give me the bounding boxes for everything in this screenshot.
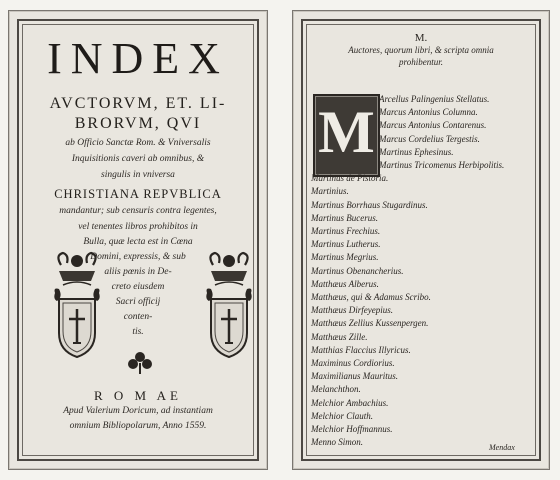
title-text-line: Sacri officij <box>115 297 161 307</box>
author-entry: Matthæus Dirfeyepius. <box>311 305 393 316</box>
author-entry: Maximilianus Mauritus. <box>311 371 398 382</box>
fleuron-icon <box>127 351 153 375</box>
section-heading-line-1: Auctores, quorum libri, & scripta omnia <box>348 45 494 55</box>
title-text-line: aliis pœnis in De- <box>104 267 172 277</box>
title-text-inquisitionis: Inquisitionis caveri ab omnibus, & <box>71 154 205 164</box>
section-heading-line-2: prohibentur. <box>399 57 443 67</box>
title-line-brorum: BRORVM, QVI <box>74 115 202 132</box>
author-entry: Martinus Megrius. <box>311 252 379 263</box>
author-entry: Martinius. <box>311 186 349 197</box>
author-entry: Martinus de Pistoria. <box>311 173 389 184</box>
title-text-line: Domini, expressis, & sub <box>90 252 186 262</box>
decorated-initial-letter: M <box>318 99 375 165</box>
decorated-initial <box>313 94 380 177</box>
author-entry: Martinus Lutherus. <box>311 239 381 250</box>
author-entry: Martinus Tricomenus Herbipolitis. <box>379 160 505 170</box>
papal-emblem-left-icon <box>49 251 105 361</box>
imprint-line-1: Apud Valerium Doricum, ad instantiam <box>63 406 213 416</box>
section-letter: M. <box>414 32 428 44</box>
title-line-auctorum: AVCTORVM, ET. LI- <box>49 95 227 112</box>
author-entry: Matthæus Zellius Kussenpergen. <box>311 318 429 329</box>
author-entry: Martinus Obenancherius. <box>311 265 404 276</box>
title-text-line: Bulla, quæ lecta est in Cœna <box>83 237 193 247</box>
author-entry: Melchior Hoffmannus. <box>311 424 393 434</box>
author-entry: Menno Simon. <box>311 437 363 448</box>
title-page <box>8 10 268 470</box>
title-text-office: ab Officio Sanctæ Rom. & Vniversalis <box>65 138 211 148</box>
author-entry: Marcus Cordelius Tergestis. <box>379 133 480 144</box>
title-christiana-republica: CHRISTIANA REPVBLICA <box>54 187 222 201</box>
author-entry: Matthæus Alberus. <box>311 278 379 289</box>
author-entry: Melchior Clauth. <box>311 410 373 421</box>
author-entry: Melanchthon. <box>311 384 361 395</box>
author-entry: Martinus Bucerus. <box>311 212 378 223</box>
author-entry: Martinus Borrhaus Stugardinus. <box>311 199 428 210</box>
author-entry: Melchior Ambachius. <box>311 397 389 408</box>
title-text-line: tis. <box>132 327 144 337</box>
author-entry: Marcus Antonius Contarenus. <box>379 120 487 131</box>
author-entry: Matthias Flaccius Illyricus. <box>311 344 411 355</box>
title-text-line: creto eiusdem <box>111 282 165 292</box>
index-title: INDEX <box>47 34 229 83</box>
author-entry: Arcellus Palingenius Stellatus. <box>379 94 490 104</box>
title-text-line: vel tenentes libros prohibitos in <box>78 222 198 232</box>
imprint-line-2: omnium Bibliopolarum, Anno 1559. <box>69 421 207 431</box>
author-entry: Martinus Ephesinus. <box>379 146 454 157</box>
title-text-mandantur: mandantur; sub censuris contra legentes, <box>59 206 217 216</box>
author-entry: Matthæus, qui & Adamus Scribo. <box>311 292 431 302</box>
list-page <box>292 10 550 470</box>
imprint-place: R O M AE <box>94 388 182 403</box>
author-entry: Maximinus Cordiorius. <box>311 358 395 368</box>
author-entry: Marcus Antonius Columna. <box>379 107 478 118</box>
title-text-line: conten- <box>123 312 153 322</box>
papal-emblem-right-icon <box>201 251 257 361</box>
catchword: Mendax <box>489 443 515 452</box>
title-text-singulis: singulis in vniversa <box>101 170 175 180</box>
author-entry: Martinus Frechius. <box>311 226 381 236</box>
author-entry: Matthæus Zille. <box>311 331 368 342</box>
